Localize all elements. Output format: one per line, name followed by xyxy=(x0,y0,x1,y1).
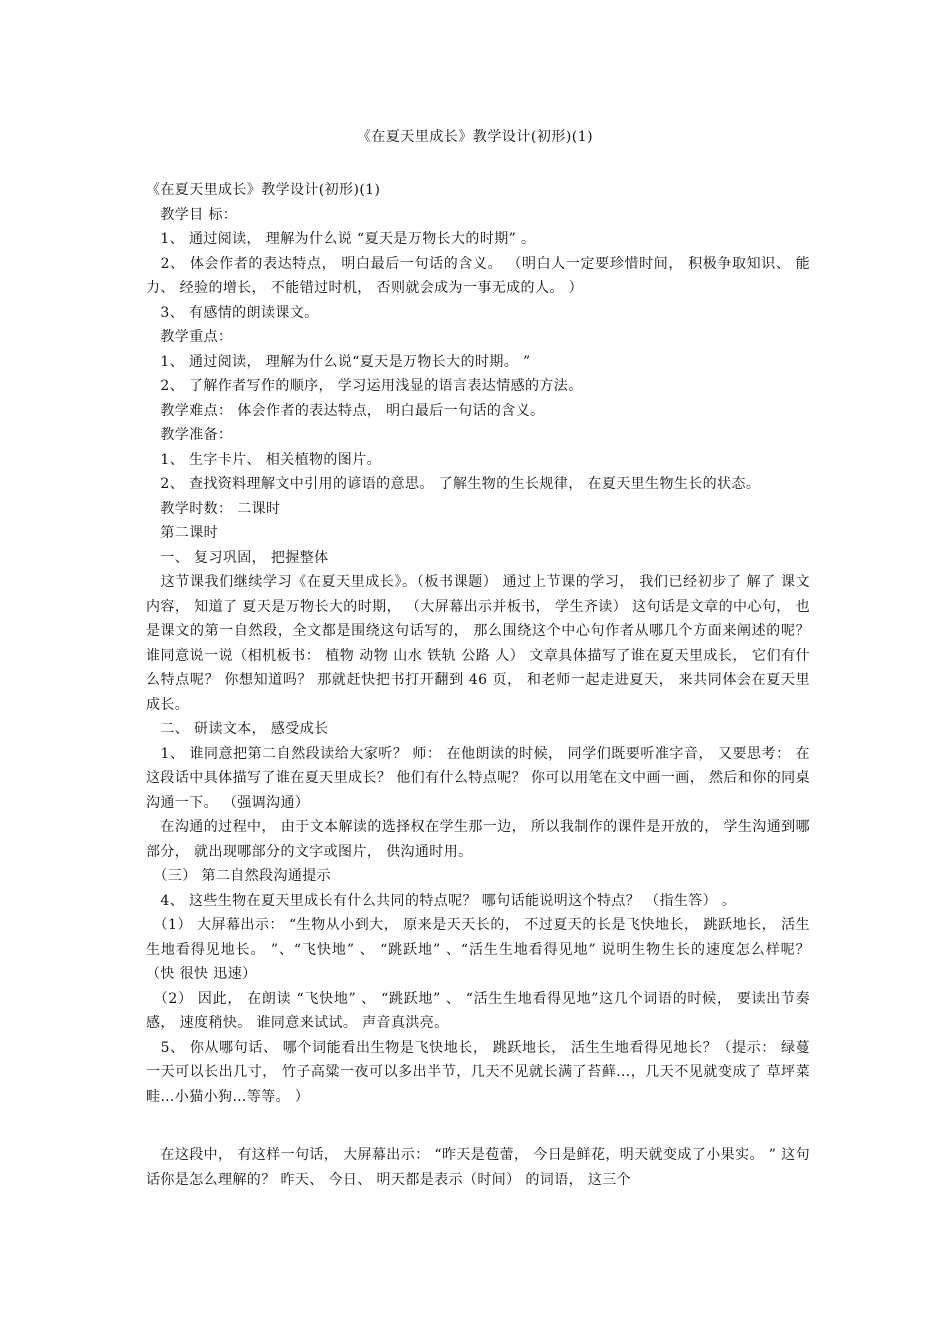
paragraph-spacer xyxy=(146,1109,810,1143)
paragraph-difficulty: 教学难点： 体会作者的表达特点， 明白最后一句话的含义。 xyxy=(146,402,545,419)
paragraph-second-lesson: 第二课时 xyxy=(146,525,218,541)
paragraph-key-point-2: 2、 了解作者写作的顺序， 学习运用浅显的语言表达情感的方法。 xyxy=(146,378,583,394)
paragraph-section-2-heading: 二、 研读文本， 感受成长 xyxy=(146,721,329,737)
paragraph-prompt-heading: （三） 第二自然段沟通提示 xyxy=(146,868,332,884)
paragraph-goal-2: 2、 体会作者的表达特点， 明白最后一句话的含义。 （明白人一定要珍惜时间， 积极争取知识、 能力、 经验的增长， 不能错过时机， 否则就会成为一事无成的人。 ） xyxy=(146,255,810,296)
paragraph-section-2-step-1: 1、 谁同意把第二自然段读给大家听？ 师： 在他朗读的时候， 同学们既要听准字音， 又要思考： 在这段话中具体描写了谁在夏天里成长？ 他们有什么特点呢？ 你可以用笔在文中画一画， 然后和你的同桌沟通一下。 （强调沟通） xyxy=(146,745,810,811)
paragraph-preparation-heading: 教学准备： xyxy=(146,427,233,443)
paragraph-preparation-1: 1、 生字卡片、 相关植物的图片。 xyxy=(146,451,382,468)
paragraph-key-point-1: 1、 通过阅读， 理解为什么说“夏天是万物长大的时期。 ” xyxy=(146,353,531,370)
paragraph-section-1-body: 这节课我们继续学习《在夏天里成长》。（板书课题） 通过上节课的学习， 我们已经初步了 解了 课文内容， 知道了 夏天是万物长大的时期， （大屏幕出示并板书， 学生齐读） 这句话是文章的中心句， 也是课文的第一自然段，全文都是围绕这句话写的， 那么围绕这个中心句作者从哪几个方面来阐述的呢？ 谁同意说一说（相机板书： 植物 动物 山水 铁轨 公路 人） 文章具体描写了谁在夏天里成长， 它们有什么特点呢？ 你想知道吗？ 那就赶快把书打开翻到 46 页， 和老师一起走进夏天， 来共同体会在夏天里成长。 xyxy=(146,574,810,713)
paragraph-preparation-2: 2、 查找资料理解文中引用的谚语的意思。 了解生物的生长规律， 在夏天里生物生长的状态。 xyxy=(146,476,761,492)
paragraph-communication: 在沟通的过程中， 由于文本解读的选择权在学生那一边， 所以我制作的课件是开放的， 学生沟通到哪部分， 就出现哪部分的文字或图片， 供沟通时用。 xyxy=(146,819,810,860)
paragraph-goals-heading: 教学目 标： xyxy=(146,206,238,223)
paragraph-step-4: 4、 这些生物在夏天里成长有什么共同的特点呢？ 哪句话能说明这个特点？ （指生答） 。 xyxy=(146,892,737,909)
document-title: 《在夏天里成长》教学设计(初形)(1) xyxy=(356,129,594,145)
document-body xyxy=(146,178,810,1192)
paragraph-goal-3: 3、 有感情的朗读课文。 xyxy=(146,304,319,321)
paragraph-hours: 教学时数： 二课时 xyxy=(146,500,281,517)
paragraph-key-points-heading: 教学重点： xyxy=(146,329,233,345)
paragraph-closing: 在这段中， 有这样一句话， 大屏幕出示： “昨天是苞蕾， 今日是鲜花，明天就变成了小果实。 ” 这句话你是怎么理解的？ 昨天、 今日、 明天都是表示（时间） 的词语， 这三个 xyxy=(146,1147,810,1188)
paragraph-section-1-heading: 一、 复习巩固， 把握整体 xyxy=(146,549,329,566)
paragraph-subtitle: 《在夏天里成长》教学设计(初形)(1) xyxy=(146,182,381,198)
paragraph-step-5: 5、 你从哪句话、 哪个词能看出生物是飞快地长， 跳跃地长， 活生生地看得见地长？（提示： 绿蔓一天可以长出几寸， 竹子高粱一夜可以多出半节，几天不见就长满了苔藓…，几天不见就变成了 草坪菜畦…小猫小狗…等等。 ） xyxy=(146,1039,810,1105)
paragraph-goal-1: 1、 通过阅读， 理解为什么说 “夏天是万物长大的时期” 。 xyxy=(146,231,536,247)
paragraph-step-4-2: （2） 因此， 在朗读 “飞快地” 、 “跳跃地” 、 “活生生地看得见地”这几个词语的时候， 要读出节奏感， 速度稍快。 谁同意来试试。 声音真洪亮。 xyxy=(146,990,810,1031)
paragraph-step-4-1: （1） 大屏幕出示： “生物从小到大， 原来是天天长的， 不过夏天的长是飞快地长， 跳跃地长， 活生生地看得见地长。 ”、“飞快地” 、 “跳跃地” 、“活生生地看得见地” 说明生物生长的速度怎么样呢？ （快 很快 迅速） xyxy=(146,917,810,982)
